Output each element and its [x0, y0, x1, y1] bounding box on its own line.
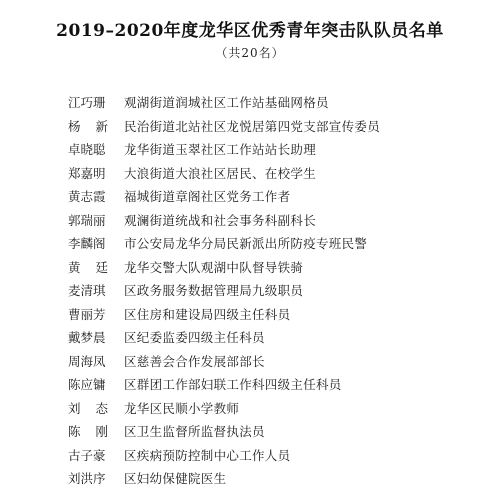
member-name: 黄志霞 [68, 189, 106, 204]
member-unit: 区慈善会合作发展部部长 [124, 353, 265, 369]
member-unit: 区群团工作部妇联工作科四级主任科员 [124, 377, 342, 392]
member-row [68, 185, 468, 209]
member-unit: 民治街道北站社区龙悦居第四党支部宣传委员 [124, 118, 381, 134]
member-name: 陈应镛 [68, 377, 106, 392]
member-unit: 区疾病预防控制中心工作人员 [124, 447, 291, 463]
member-name: 杨新 [68, 118, 124, 134]
member-name: 黄廷 [68, 259, 124, 275]
member-unit: 大浪街道大浪社区居民、在校学生 [124, 165, 317, 181]
member-row [68, 279, 468, 303]
member-unit: 市公安局龙华分局民新派出所防疫专班民警 [124, 236, 368, 251]
member-unit: 福城街道章阁社区党务工作者 [124, 189, 291, 204]
member-name: 曹丽芳 [68, 306, 106, 322]
member-name: 刘态 [68, 400, 124, 416]
member-unit: 区住房和建设局四级主任科员 [124, 306, 291, 322]
member-unit: 区政务服务数据管理局九级职员 [124, 283, 304, 298]
member-row [68, 256, 468, 280]
member-unit: 区纪委监委四级主任科员 [124, 330, 265, 345]
document-title: 2019–2020年度龙华区优秀青年突击队队员名单 [56, 21, 444, 41]
member-name: 李麟阁 [68, 236, 106, 251]
member-row [68, 138, 468, 162]
member-name: 刘洪序 [68, 471, 106, 486]
member-row [68, 467, 468, 491]
member-row [68, 420, 468, 444]
member-row [68, 162, 468, 186]
member-name: 卓晓聪 [68, 142, 106, 157]
member-row [68, 115, 468, 139]
member-row [68, 232, 468, 256]
member-row [68, 397, 468, 421]
member-unit: 区妇幼保健院医生 [124, 471, 227, 486]
member-row [68, 209, 468, 233]
member-name: 戴梦晨 [68, 330, 106, 345]
member-name: 周海凤 [68, 353, 106, 369]
document-subtitle: （共20名） [215, 46, 285, 60]
member-row [68, 350, 468, 374]
member-name: 麦清琪 [68, 283, 106, 298]
member-row [68, 373, 468, 397]
member-row [68, 303, 468, 327]
member-name: 古子豪 [68, 447, 106, 463]
member-unit: 观湖街道润城社区工作站基础网格员 [124, 95, 329, 110]
member-name: 郑嘉明 [68, 165, 106, 181]
member-name: 陈刚 [68, 424, 124, 439]
member-row [68, 444, 468, 468]
member-name: 郭瑞丽 [68, 212, 106, 228]
member-unit: 观澜街道统战和社会事务科副科长 [124, 212, 317, 228]
member-list [68, 91, 468, 491]
member-unit: 区卫生监督所监督执法员 [124, 424, 265, 439]
member-unit: 龙华街道玉翠社区工作站站长助理 [124, 142, 317, 157]
member-row [68, 326, 468, 350]
member-name: 江巧珊 [68, 95, 106, 110]
member-unit: 龙华交警大队观湖中队督导铁骑 [124, 259, 304, 275]
member-unit: 龙华区民顺小学教师 [124, 400, 240, 416]
member-row [68, 91, 468, 115]
